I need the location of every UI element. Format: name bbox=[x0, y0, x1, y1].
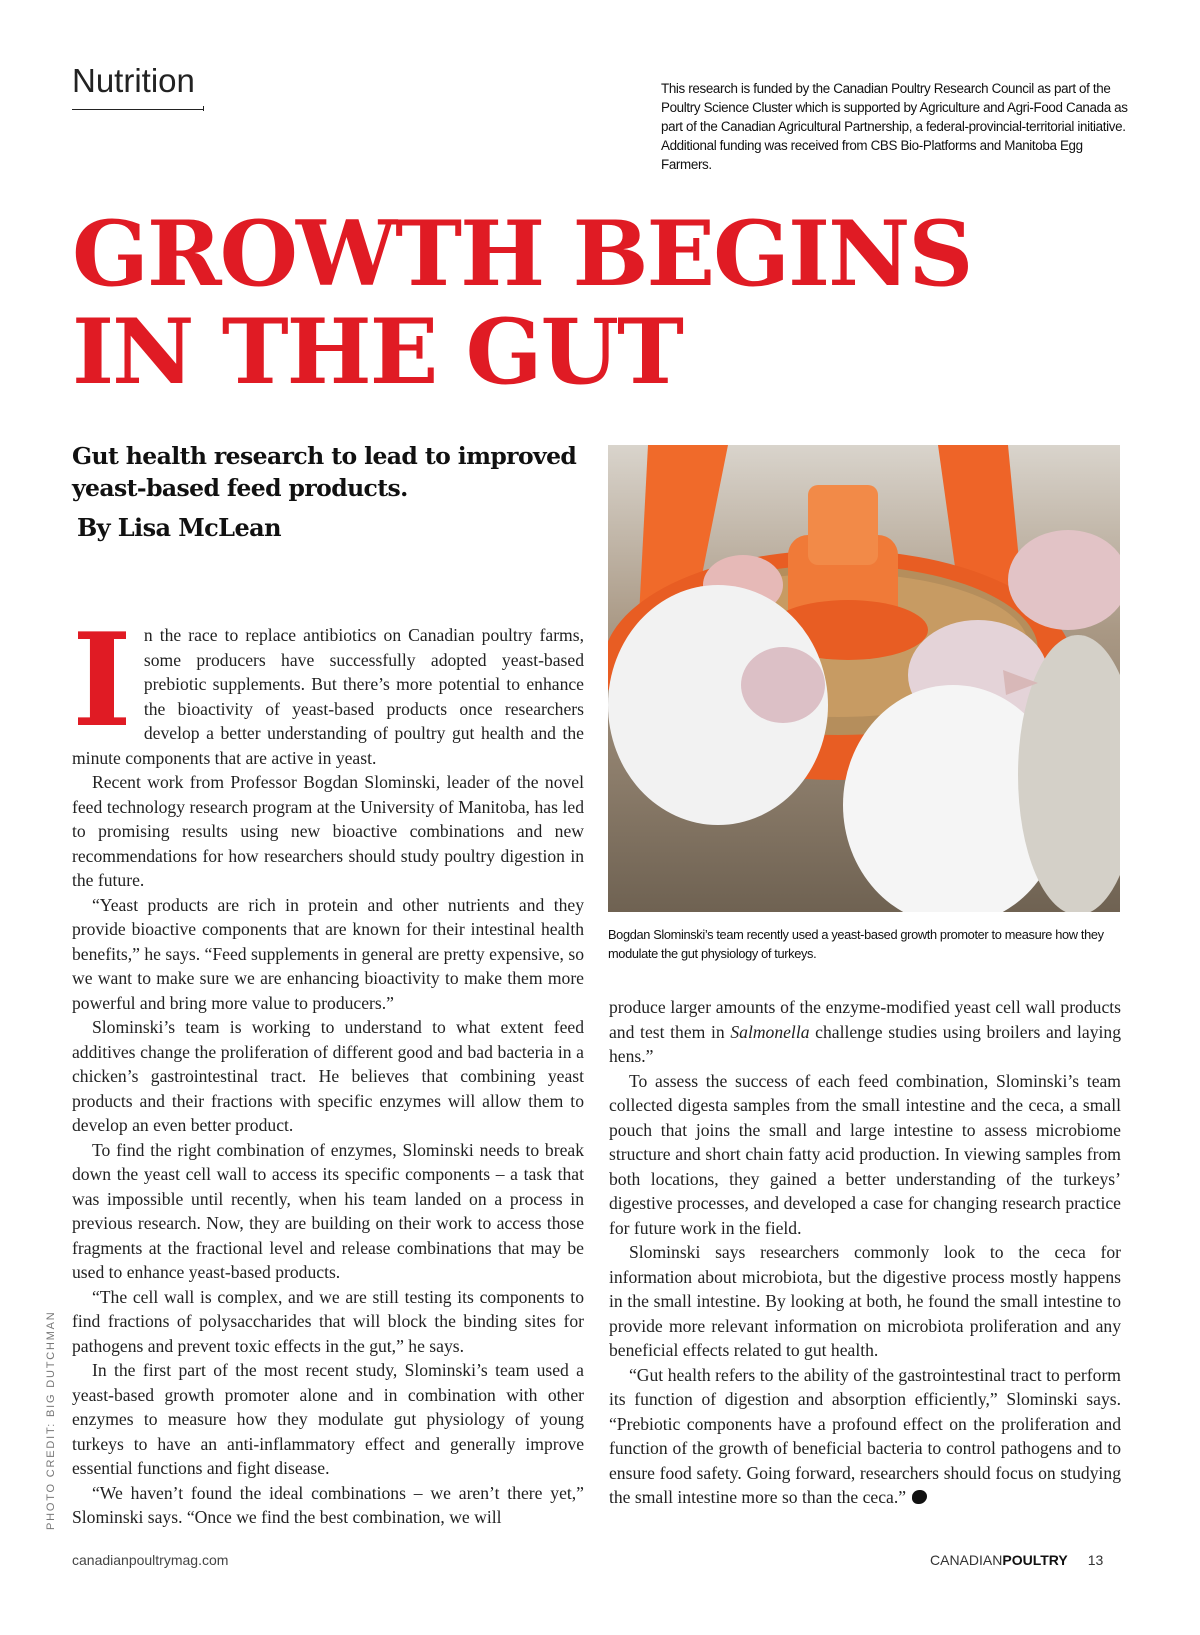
article-paragraph: In the first part of the most recent study, Slominski’s team used a yeast-based growth promoter alone and in combination with other enzymes to measure how they modulate gut physiology of young turkeys to have an anti-inflammatory effect and generally improve essential functions and fight disease. bbox=[72, 1360, 584, 1478]
article-deck: Gut health research to lead to improved yeast-based feed products. bbox=[72, 442, 577, 502]
article-paragraph: To find the right combination of enzymes, Slominski needs to break down the yeast cell wall to access its specific components – a task that was impossible until recently, when his team landed on a process in previous research. Now, they are building on their work to access those fragments at the fractional level and release combinations that may be used to enhance yeast-based products. bbox=[72, 1139, 584, 1282]
paragraph-text: “Gut health refers to the ability of the gastrointestinal tract to perform its function of digestion and absorption efficiently,” Slominski says. “Prebiotic components have a profound effect on the proliferation and function of the growth of beneficial bacteria to control pathogens and to ensure food safety. Going forward, researchers should focus on studying the small intestine more so than the ceca.” bbox=[609, 1364, 1121, 1507]
article-paragraph: “We haven’t found the ideal combinations – we aren’t there yet,” Slominski says. “Once we find the best combination, we will bbox=[72, 1482, 584, 1527]
footer-website: canadianpoultrymag.com bbox=[72, 1552, 229, 1568]
turkeys-at-feeder-image bbox=[608, 445, 1120, 912]
article-column-right bbox=[609, 995, 1121, 1510]
article-paragraph: Recent work from Professor Bogdan Slominski, leader of the novel feed technology research program at the University of Manitoba, has led to promising results using new bioactive combinations and new recommendations for how researchers should study poultry digestion in the future. bbox=[72, 772, 584, 890]
paragraph-text: challenge studies using broilers and laying hens.” bbox=[609, 1021, 1121, 1066]
article-paragraph: Slominski’s team is working to understand to what extent feed additives change the proliferation of different good and bad bacteria in a chicken’s gastrointestinal tract. He believes that combining yeast products and their fractions with specific enzymes will allow them to develop an even better product. bbox=[72, 1017, 584, 1135]
section-divider bbox=[72, 109, 204, 110]
article-paragraph: To assess the success of each feed combination, Slominski’s team collected digesta samples from the small intestine and the ceca, a small pouch that joins the small and large intestine to assess microbiome structure and short chain fatty acid production. In viewing samples from both locations, they gained a better understanding of the turkeys’ digestive processes, and developed a case for changing research practice for future work in the field. bbox=[609, 1070, 1121, 1238]
photo-credit: PHOTO CREDIT: BIG DUTCHMAN bbox=[45, 1310, 57, 1530]
article-paragraph bbox=[609, 1363, 1121, 1510]
article-paragraph bbox=[609, 995, 1121, 1069]
italic-term: Salmonella bbox=[730, 1021, 810, 1042]
headline-line-2: IN THE GUT bbox=[72, 299, 682, 405]
page-number: 13 bbox=[1087, 1552, 1104, 1568]
byline: By Lisa McLean bbox=[77, 513, 281, 542]
photo-caption: Bogdan Slominski’s team recently used a yeast-based growth promoter to measure how they modulate the gut physiology of turkeys. bbox=[608, 927, 1104, 961]
article-photo bbox=[608, 445, 1120, 912]
article-paragraph: “The cell wall is complex, and we are still testing its components to find fractions of polysaccharides that will block the binding sites for pathogens and prevent toxic effects in the gut,” he says. bbox=[72, 1286, 584, 1356]
section-label: Nutrition bbox=[72, 62, 195, 99]
headline-line-1: GROWTH BEGINS bbox=[72, 201, 972, 307]
paragraph-text: n the race to replace antibiotics on Canadian poultry farms, some producers have successfully adopted yeast-based prebiotic supplements. But there’s more potential to enhance the bioactivity of yeast-based products once researchers develop a better understanding of poultry gut health and the minute components that are active in yeast. bbox=[72, 625, 584, 768]
article-paragraph: Slominski says researchers commonly look to the ceca for information about microbiota, but the digestive process mostly happens in the small intestine. By looking at both, he found the small intestine to provide more relevant information on microbiota proliferation and any beneficial effects related to gut health. bbox=[609, 1242, 1121, 1360]
footer-magazine bbox=[930, 1552, 1103, 1568]
magazine-name-bold: POULTRY bbox=[1002, 1552, 1068, 1568]
end-of-article-icon bbox=[912, 1490, 927, 1504]
magazine-name-light: CANADIAN bbox=[930, 1552, 1003, 1568]
funding-note: This research is funded by the Canadian Poultry Research Council as part of the Poultry Science Cluster which is supported by Agriculture and Agri-Food Canada as part of the Canadian Agricultural Partnership, a federal-provincial-territorial initiative. Additional funding was received from CBS Bio-Platforms and Manitoba Egg Farmers. bbox=[661, 81, 1128, 172]
article-headline bbox=[72, 201, 1152, 405]
paragraph-text: produce larger amounts of the enzyme-modified yeast cell wall products and test them in bbox=[609, 997, 1121, 1042]
article-column-left bbox=[72, 606, 584, 1530]
article-paragraph: “Yeast products are rich in protein and other nutrients and they provide bioactive components that are known for their intestinal health benefits,” he says. “Feed supplements in general are pretty expensive, so we want to make sure we are enhancing bioactivity to make them more powerful and bring more value to producers.” bbox=[72, 894, 584, 1013]
article-paragraph bbox=[72, 606, 584, 770]
drop-cap: I bbox=[72, 606, 132, 756]
